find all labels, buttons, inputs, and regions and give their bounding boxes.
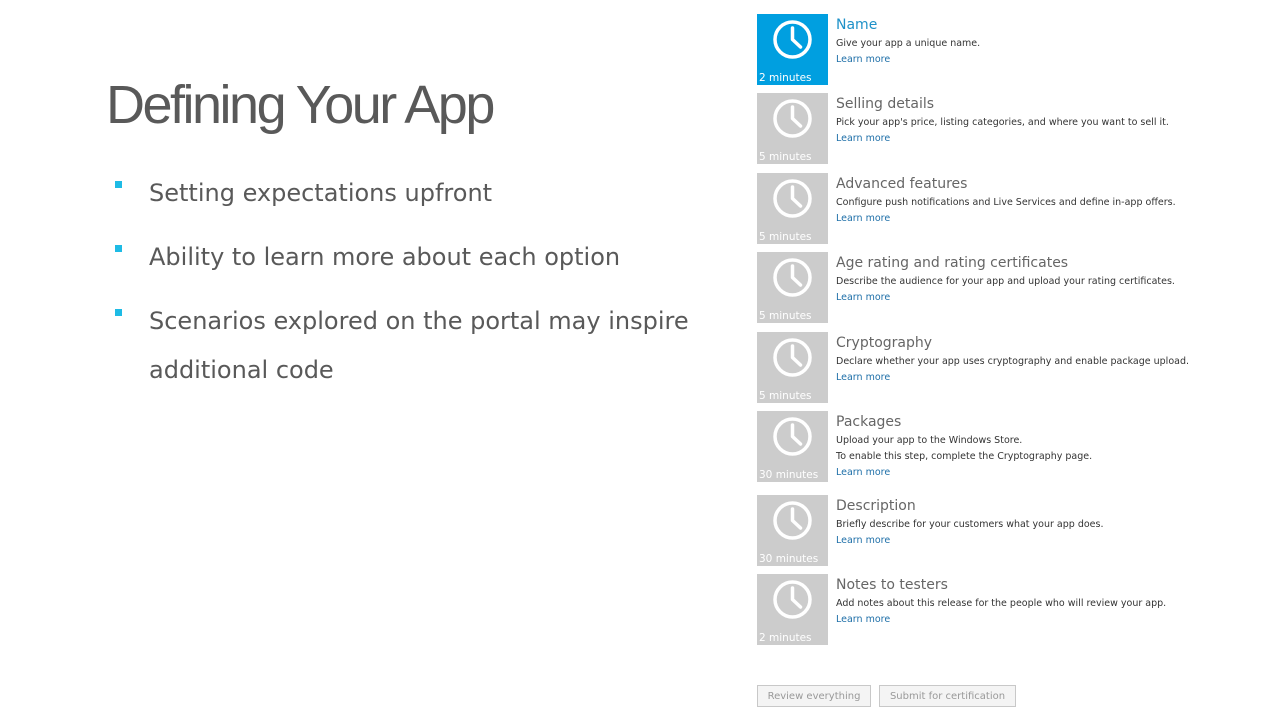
step-info (836, 576, 1266, 628)
step-duration: 5 minutes (759, 231, 812, 243)
step-age-rating[interactable] (757, 252, 1267, 323)
clock-icon (772, 337, 813, 378)
step-advanced-features[interactable] (757, 173, 1267, 244)
step-description: Briefly describe for your customers what your app does. (836, 519, 1104, 530)
step-info (836, 175, 1266, 227)
clock-icon (772, 98, 813, 139)
bullet-item (113, 169, 693, 218)
step-heading[interactable]: Packages (836, 414, 902, 430)
step-packages[interactable] (757, 411, 1267, 482)
step-description: Add notes about this release for the people who will review your app. (836, 598, 1167, 609)
bullet-text: Scenarios explored on the portal may inspire additional code (149, 307, 689, 384)
step-description: Describe the audience for your app and upload your rating certificates. (836, 276, 1175, 287)
step-info (836, 95, 1266, 147)
step-heading[interactable]: Advanced features (836, 176, 968, 192)
bullet-list (113, 176, 693, 417)
step-description: Give your app a unique name. (836, 38, 981, 49)
step-info (836, 16, 1266, 68)
clock-icon (772, 579, 813, 620)
step-duration: 5 minutes (759, 151, 812, 163)
step-heading[interactable]: Selling details (836, 96, 935, 112)
clock-icon (772, 257, 813, 298)
learn-more-link[interactable]: Learn more (836, 213, 891, 224)
slide-title: Defining Your App (106, 75, 493, 135)
step-duration: 30 minutes (759, 469, 819, 481)
step-tile[interactable] (757, 332, 828, 403)
step-description: To enable this step, complete the Cryptography page. (836, 451, 1093, 462)
step-tile[interactable] (757, 173, 828, 244)
bullet-text: Setting expectations upfront (149, 179, 493, 207)
step-description: Pick your app's price, listing categories, and where you want to sell it. (836, 117, 1169, 128)
clock-icon (772, 416, 813, 457)
step-info (836, 254, 1266, 306)
step-tile[interactable] (757, 411, 828, 482)
step-name[interactable] (757, 14, 1267, 85)
learn-more-link[interactable]: Learn more (836, 292, 891, 303)
step-duration: 5 minutes (759, 390, 812, 402)
step-tile[interactable] (757, 495, 828, 566)
step-duration: 2 minutes (759, 72, 812, 84)
step-heading[interactable]: Cryptography (836, 335, 933, 351)
step-notes-to-testers[interactable] (757, 574, 1267, 645)
step-duration: 30 minutes (759, 553, 819, 565)
submit-for-certification-button[interactable]: Submit for certification (879, 685, 1016, 707)
learn-more-link[interactable]: Learn more (836, 614, 891, 625)
step-tile[interactable] (757, 252, 828, 323)
review-everything-button[interactable]: Review everything (757, 685, 871, 707)
step-heading[interactable]: Age rating and rating certificates (836, 255, 1069, 271)
step-duration: 5 minutes (759, 310, 812, 322)
learn-more-link[interactable]: Learn more (836, 535, 891, 546)
bullet-marker-icon (115, 245, 122, 252)
step-tile[interactable] (757, 93, 828, 164)
bullet-marker-icon (115, 181, 122, 188)
clock-icon (772, 500, 813, 541)
step-heading[interactable]: Name (836, 17, 878, 33)
step-heading[interactable]: Description (836, 498, 916, 514)
step-info (836, 497, 1266, 549)
step-description: Upload your app to the Windows Store. (836, 435, 1023, 446)
step-info (836, 413, 1266, 481)
step-duration: 2 minutes (759, 632, 812, 644)
step-description: Configure push notifications and Live Services and define in-app offers. (836, 197, 1176, 208)
learn-more-link[interactable]: Learn more (836, 54, 891, 65)
step-description[interactable] (757, 495, 1267, 566)
learn-more-link[interactable]: Learn more (836, 467, 891, 478)
bullet-marker-icon (115, 309, 122, 316)
step-heading[interactable]: Notes to testers (836, 577, 948, 593)
step-description: Declare whether your app uses cryptography and enable package upload. (836, 356, 1190, 367)
step-cryptography[interactable] (757, 332, 1267, 403)
learn-more-link[interactable]: Learn more (836, 372, 891, 383)
step-tile[interactable] (757, 14, 828, 85)
bullet-item (113, 297, 693, 395)
bullet-item (113, 233, 693, 282)
learn-more-link[interactable]: Learn more (836, 133, 891, 144)
clock-icon (772, 19, 813, 60)
step-tile[interactable] (757, 574, 828, 645)
step-selling-details[interactable] (757, 93, 1267, 164)
bullet-text: Ability to learn more about each option (149, 243, 621, 271)
clock-icon (772, 178, 813, 219)
step-info (836, 334, 1266, 386)
